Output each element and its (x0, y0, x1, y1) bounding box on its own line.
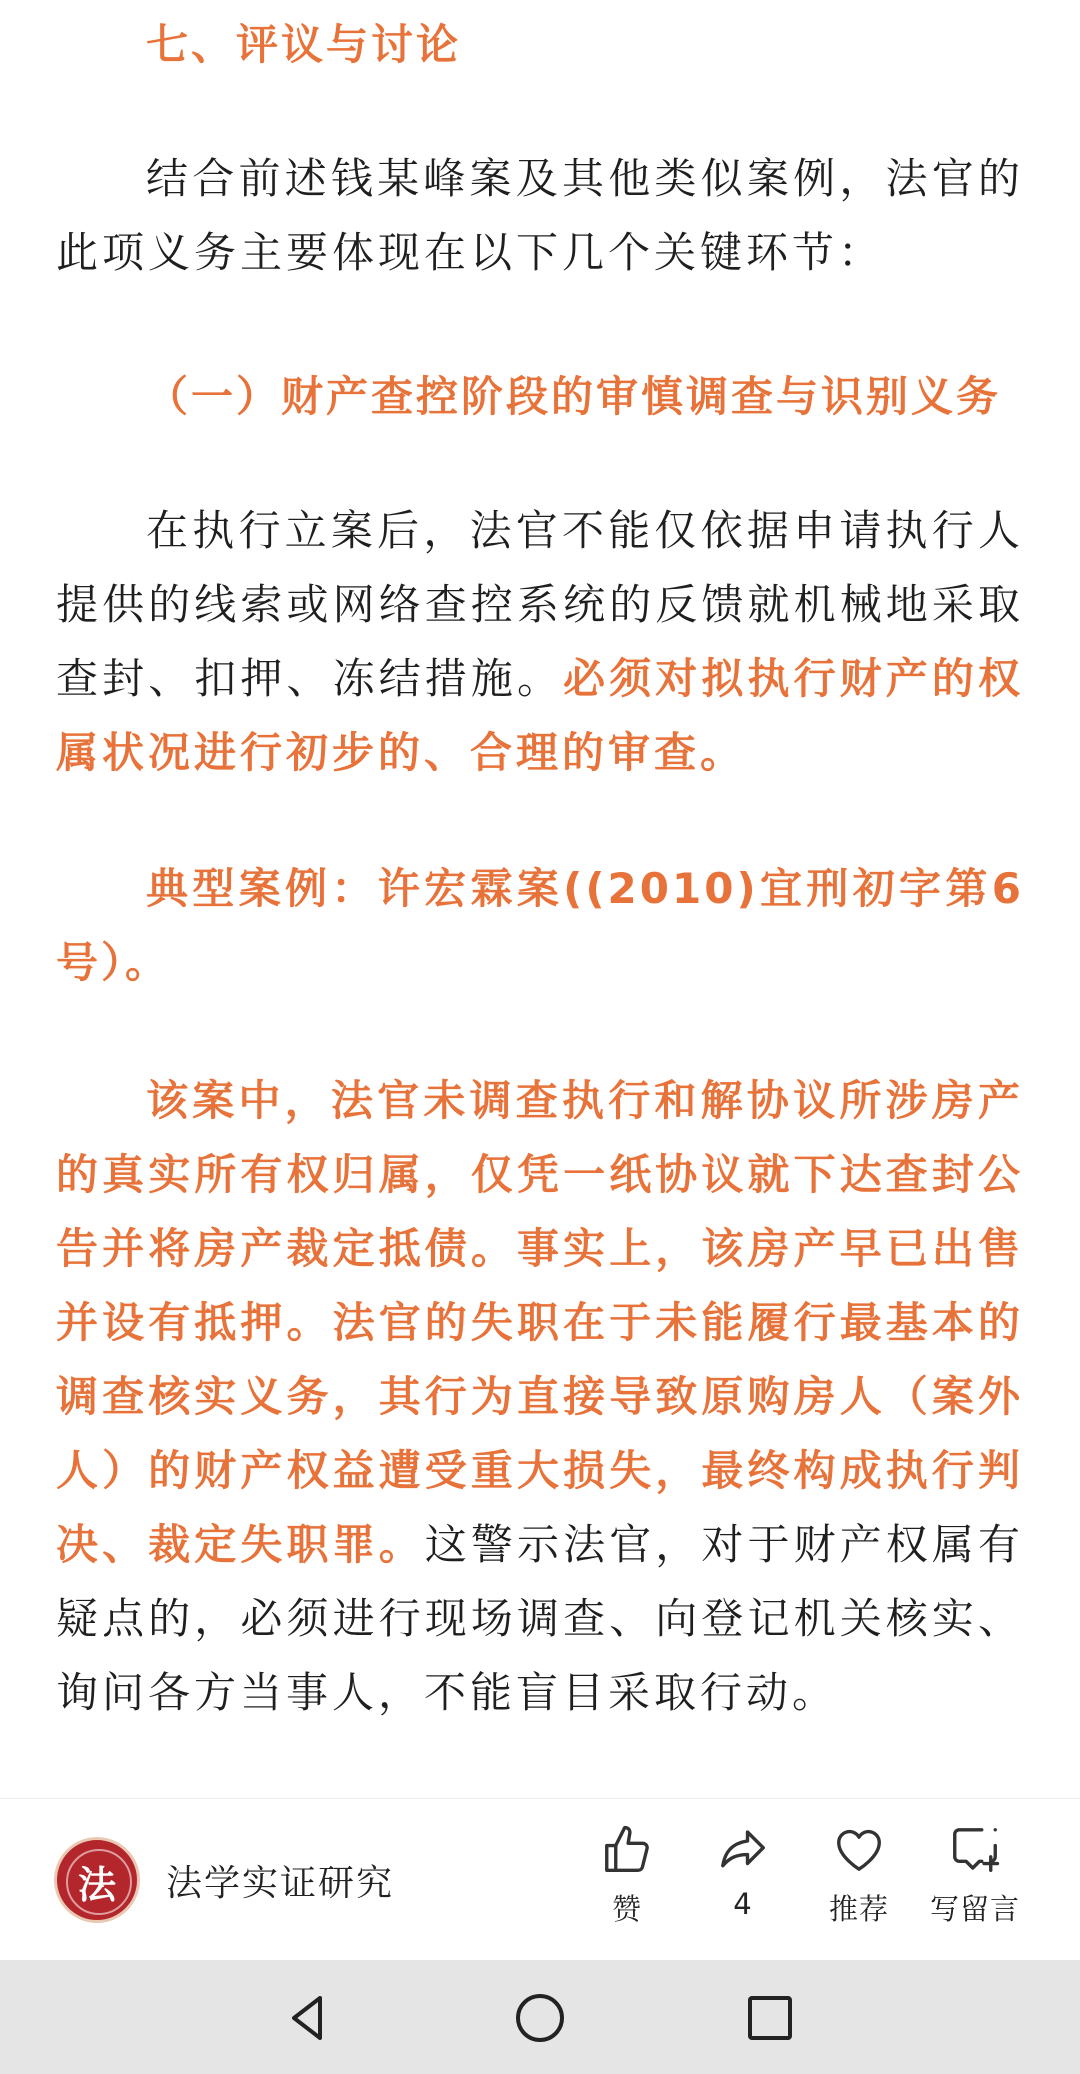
recents-square-icon[interactable] (742, 1990, 798, 2046)
intro-paragraph: 结合前述钱某峰案及其他类似案例，法官的此项义务主要体现在以下几个关键环节： (56, 154, 1024, 277)
recommend-label: 推荐 (828, 1892, 889, 1926)
section-heading: 七、评议与讨论 (146, 20, 462, 69)
comment-label: 写留言 (929, 1892, 1020, 1926)
avatar (54, 1837, 140, 1923)
account-name: 法学实证研究 (166, 1862, 395, 1904)
share-count: 4 (733, 1887, 753, 1921)
paragraph-duty-emphasis: 必须对拟执行财产的权属状况进行初步的、合理的审查。 (56, 654, 1024, 777)
home-circle-icon[interactable] (512, 1990, 568, 2046)
recommend-button[interactable] (804, 1823, 914, 1928)
like-label: 赞 (611, 1892, 642, 1926)
paragraph-case (56, 1064, 1024, 1730)
subheading: （一）财产查控阶段的审慎调查与识别义务 (146, 372, 1002, 421)
thumbs-up-icon (600, 1823, 654, 1877)
paragraph-case-emphasis: 该案中，法官未调查执行和解协议所涉房产的真实所有权归属，仅凭一纸协议就下达查封公告并将房产裁定抵债。事实上，该房产早已出售并设有抵押。法官的失职在于未能履行最基本的调查核实义务，其行为直接导致原购房人（案外人）的财产权益遭受重大损失，最终构成执行判决、裁定失职罪。 (56, 1076, 1024, 1569)
comment-plus-icon (948, 1823, 1002, 1877)
paragraph-duty-text: 在执行立案后，法官不能仅依据申请执行人提供的线索或网络查控系统的反馈就机械地采取查封、扣押、冻结措施。 (56, 506, 1024, 703)
account-link[interactable] (54, 1835, 394, 1925)
paragraph-duty (56, 494, 1024, 790)
case-heading: 典型案例：许宏霖案((2010)宜刑初字第6号）。 (56, 864, 1024, 987)
system-navigation-bar (0, 1960, 1080, 2074)
like-button[interactable] (572, 1823, 682, 1928)
article-action-bar (0, 1798, 1080, 1961)
paragraph-case-text: 这警示法官，对于财产权属有疑点的，必须进行现场调查、向登记机关核实、询问各方当事人，不能盲目采取行动。 (56, 1520, 1024, 1717)
share-arrow-icon (716, 1823, 770, 1877)
back-triangle-icon[interactable] (280, 1990, 336, 2046)
avatar-logo-char: 法 (77, 1862, 116, 1907)
comment-button[interactable] (920, 1823, 1030, 1928)
share-button[interactable] (688, 1823, 798, 1921)
heart-icon (832, 1823, 886, 1877)
